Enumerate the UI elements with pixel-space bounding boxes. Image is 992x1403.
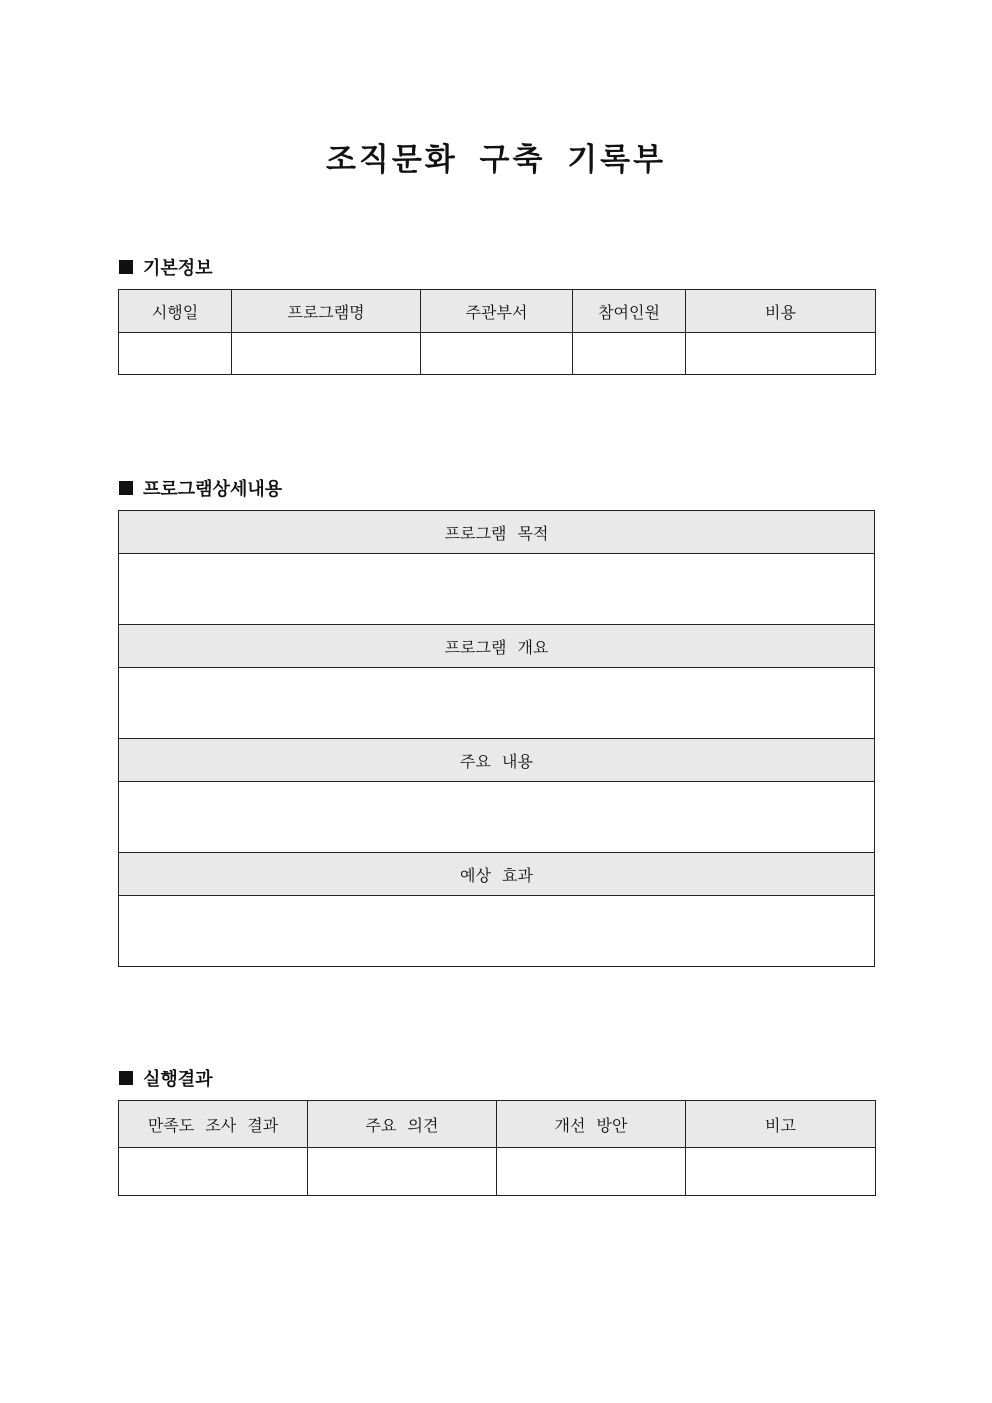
section-heading-label: 프로그램상세내용 [143, 479, 283, 500]
table-header-row [119, 625, 875, 668]
input-cell-participants[interactable] [573, 333, 686, 375]
program-detail-table [118, 510, 875, 967]
table-header-row [119, 739, 875, 782]
input-cell-program-name[interactable] [232, 333, 421, 375]
table-row [119, 554, 875, 625]
square-bullet-icon [119, 481, 133, 495]
header-cell-remarks: 비고 [686, 1101, 876, 1148]
table-row [119, 896, 875, 967]
table-row [119, 1148, 876, 1196]
table-header-row [119, 511, 875, 554]
input-cell-purpose[interactable] [119, 554, 875, 625]
header-cell-satisfaction: 만족도 조사 결과 [119, 1101, 308, 1148]
header-cell-main-opinion: 주요 의견 [308, 1101, 497, 1148]
header-cell-cost: 비용 [686, 290, 876, 333]
square-bullet-icon [119, 1071, 133, 1085]
section-heading-basic [119, 254, 213, 280]
table-row [119, 668, 875, 739]
table-header-row [119, 1101, 876, 1148]
header-cell-overview: 프로그램 개요 [119, 625, 875, 668]
input-cell-date[interactable] [119, 333, 232, 375]
result-table [118, 1100, 876, 1196]
input-cell-improvement[interactable] [497, 1148, 686, 1196]
section-heading-result [119, 1065, 213, 1091]
header-cell-program-name: 프로그램명 [232, 290, 421, 333]
table-row [119, 333, 876, 375]
input-cell-main-content[interactable] [119, 782, 875, 853]
input-cell-remarks[interactable] [686, 1148, 876, 1196]
input-cell-main-opinion[interactable] [308, 1148, 497, 1196]
header-cell-purpose: 프로그램 목적 [119, 511, 875, 554]
header-cell-improvement: 개선 방안 [497, 1101, 686, 1148]
table-header-row [119, 853, 875, 896]
input-cell-satisfaction[interactable] [119, 1148, 308, 1196]
input-cell-department[interactable] [421, 333, 573, 375]
square-bullet-icon [119, 260, 133, 274]
basic-info-table [118, 289, 876, 375]
document-title: 조직문화 구축 기록부 [325, 142, 667, 178]
input-cell-expected-effect[interactable] [119, 896, 875, 967]
input-cell-cost[interactable] [686, 333, 876, 375]
header-cell-date: 시행일 [119, 290, 232, 333]
section-heading-label: 기본정보 [143, 258, 213, 279]
header-cell-expected-effect: 예상 효과 [119, 853, 875, 896]
header-cell-department: 주관부서 [421, 290, 573, 333]
section-heading-label: 실행결과 [143, 1069, 213, 1090]
header-cell-main-content: 주요 내용 [119, 739, 875, 782]
input-cell-overview[interactable] [119, 668, 875, 739]
header-cell-participants: 참여인원 [573, 290, 686, 333]
table-row [119, 782, 875, 853]
table-header-row [119, 290, 876, 333]
section-heading-detail [119, 475, 282, 501]
